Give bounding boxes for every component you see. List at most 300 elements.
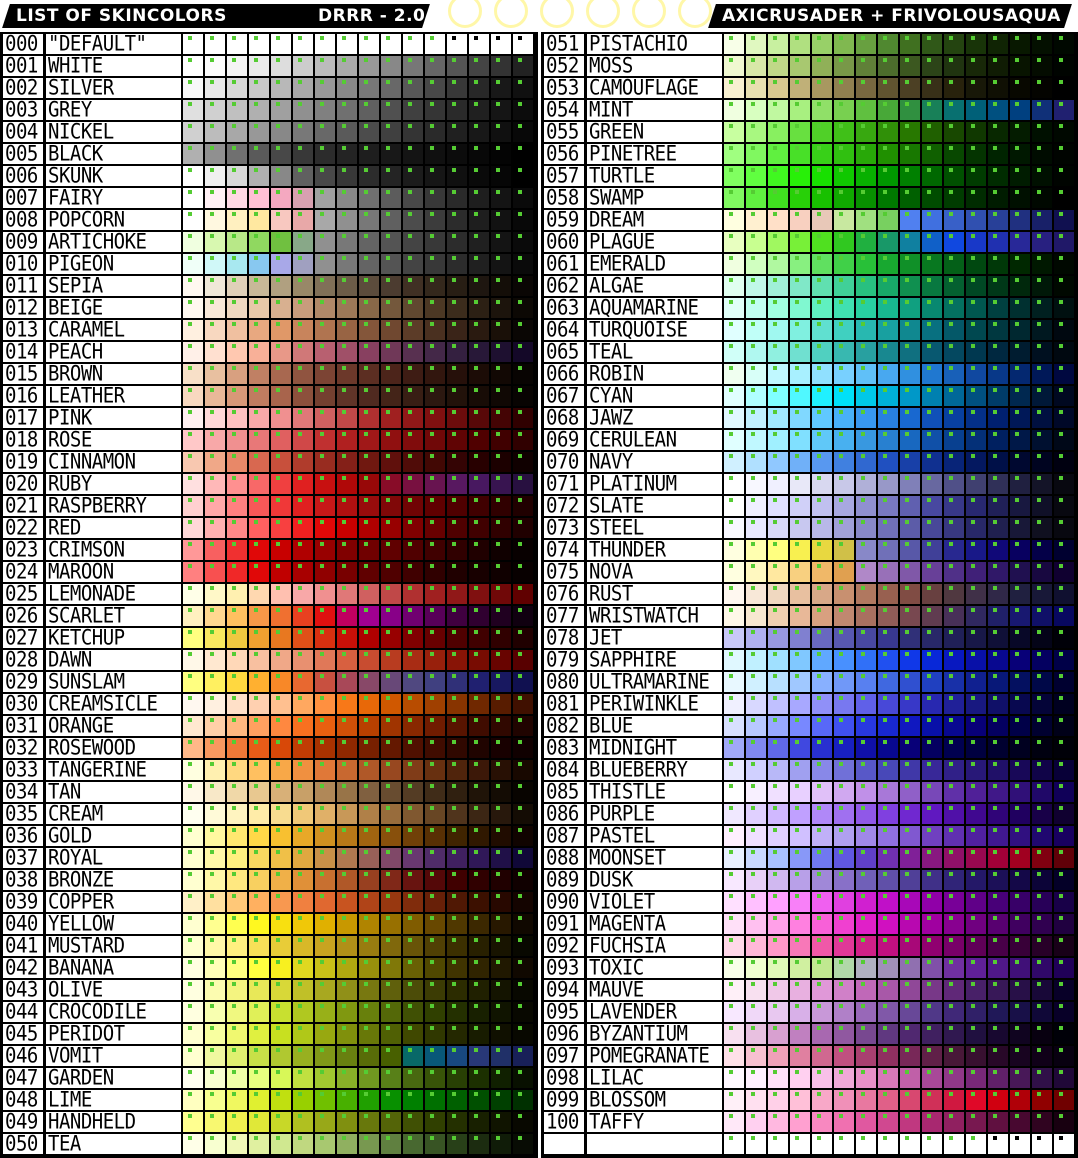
pixel-marker <box>949 278 953 282</box>
pixel-marker <box>729 520 733 524</box>
color-swatch <box>944 452 964 472</box>
color-swatch <box>944 980 964 1000</box>
pixel-marker <box>430 300 434 304</box>
color-swatch <box>183 958 203 978</box>
pixel-marker <box>276 1136 280 1140</box>
skincolor-number-box <box>3 1087 43 1113</box>
color-swatch <box>491 430 511 450</box>
pixel-marker <box>1015 762 1019 766</box>
pixel-marker <box>1015 806 1019 810</box>
color-swatch <box>491 210 511 230</box>
pixel-marker <box>817 146 821 150</box>
pixel-marker <box>232 1048 236 1052</box>
skincolor-name-box <box>46 1021 181 1047</box>
pixel-marker <box>518 1070 522 1074</box>
pixel-marker <box>993 322 997 326</box>
color-swatch <box>315 320 335 340</box>
color-swatch <box>513 870 533 890</box>
pixel-marker <box>1037 1136 1041 1140</box>
pixel-marker <box>905 432 909 436</box>
color-swatch <box>812 78 832 98</box>
skincolor-number: 097 <box>546 1043 579 1069</box>
pixel-marker <box>729 58 733 62</box>
skincolor-row <box>0 361 538 387</box>
pixel-marker <box>518 718 522 722</box>
color-swatch <box>724 826 744 846</box>
pixel-marker <box>883 212 887 216</box>
color-swatch <box>834 430 854 450</box>
skincolor-name: TANGERINE <box>48 757 147 783</box>
color-swatch <box>988 980 1008 1000</box>
color-swatch <box>227 166 247 186</box>
pixel-marker <box>298 366 302 370</box>
color-swatch <box>1054 518 1074 538</box>
pixel-marker <box>883 630 887 634</box>
color-swatch <box>922 408 942 428</box>
color-swatch <box>944 1134 964 1154</box>
color-swatch <box>790 1134 810 1154</box>
pixel-marker <box>188 674 192 678</box>
pixel-marker <box>364 960 368 964</box>
color-swatch <box>1032 386 1052 406</box>
color-swatch <box>1032 672 1052 692</box>
pixel-marker <box>386 278 390 282</box>
color-swatch <box>724 78 744 98</box>
pixel-marker <box>496 102 500 106</box>
color-swatch <box>513 518 533 538</box>
color-swatch <box>469 276 489 296</box>
color-swatch <box>988 936 1008 956</box>
pixel-marker <box>1037 102 1041 106</box>
color-swatch <box>900 628 920 648</box>
pixel-marker <box>949 586 953 590</box>
color-swatch <box>944 474 964 494</box>
color-swatch <box>227 958 247 978</box>
pixel-marker <box>298 476 302 480</box>
color-swatch <box>966 584 986 604</box>
skincolor-name: ULTRAMARINE <box>589 669 710 695</box>
color-swatch <box>315 562 335 582</box>
color-swatch <box>724 364 744 384</box>
color-swatch <box>878 518 898 538</box>
color-swatch <box>790 474 810 494</box>
skincolor-number: 029 <box>5 669 38 695</box>
color-swatch <box>513 254 533 274</box>
pixel-marker <box>817 872 821 876</box>
skincolor-name-box <box>587 537 722 563</box>
color-swatch <box>381 694 401 714</box>
pixel-marker <box>751 300 755 304</box>
skincolor-name-box <box>587 757 722 783</box>
pixel-marker <box>342 498 346 502</box>
color-swatch <box>834 100 854 120</box>
color-swatch <box>425 78 445 98</box>
color-swatch <box>922 848 942 868</box>
pixel-marker <box>905 652 909 656</box>
color-swatch <box>513 716 533 736</box>
color-swatch <box>227 628 247 648</box>
pixel-marker <box>496 1048 500 1052</box>
pixel-marker <box>773 740 777 744</box>
pixel-marker <box>751 872 755 876</box>
color-swatch <box>293 914 313 934</box>
pixel-marker <box>971 124 975 128</box>
color-swatch <box>878 980 898 1000</box>
color-swatch <box>900 782 920 802</box>
pixel-marker <box>518 806 522 810</box>
color-swatch <box>271 650 291 670</box>
pixel-marker <box>342 718 346 722</box>
pixel-marker <box>817 1114 821 1118</box>
pixel-marker <box>518 410 522 414</box>
pixel-marker <box>408 344 412 348</box>
pixel-marker <box>773 80 777 84</box>
pixel-marker <box>817 916 821 920</box>
pixel-marker <box>430 146 434 150</box>
color-swatch <box>381 958 401 978</box>
pixel-marker <box>817 80 821 84</box>
pixel-marker <box>773 1114 777 1118</box>
color-swatch <box>922 188 942 208</box>
color-swatch <box>315 628 335 648</box>
color-swatch <box>944 78 964 98</box>
color-swatch <box>856 1046 876 1066</box>
pixel-marker <box>254 762 258 766</box>
color-swatch <box>271 298 291 318</box>
pixel-marker <box>386 58 390 62</box>
color-swatch <box>183 540 203 560</box>
skincolor-row <box>0 845 538 871</box>
color-swatch <box>425 144 445 164</box>
color-swatch <box>988 210 1008 230</box>
pixel-marker <box>320 806 324 810</box>
pixel-marker <box>298 498 302 502</box>
pixel-marker <box>320 696 324 700</box>
color-swatch <box>878 100 898 120</box>
skincolor-row <box>541 251 1078 277</box>
color-swatch <box>491 56 511 76</box>
pixel-marker <box>188 1092 192 1096</box>
pixel-marker <box>298 410 302 414</box>
pixel-marker <box>773 1070 777 1074</box>
pixel-marker <box>364 278 368 282</box>
pixel-marker <box>254 344 258 348</box>
skincolor-row <box>541 75 1078 101</box>
color-swatch <box>447 78 467 98</box>
pixel-marker <box>342 124 346 128</box>
color-swatch <box>359 694 379 714</box>
pixel-marker <box>751 938 755 942</box>
color-swatch <box>447 760 467 780</box>
color-swatch <box>944 1024 964 1044</box>
skincolor-row <box>541 867 1078 893</box>
color-swatch <box>447 364 467 384</box>
color-swatch <box>425 892 445 912</box>
pixel-marker <box>474 630 478 634</box>
pixel-marker <box>861 1048 865 1052</box>
skincolor-row <box>541 801 1078 827</box>
color-swatch <box>746 210 766 230</box>
color-swatch <box>922 716 942 736</box>
pixel-marker <box>364 300 368 304</box>
color-swatch <box>205 672 225 692</box>
skincolor-row <box>0 1087 538 1113</box>
pixel-marker <box>452 696 456 700</box>
skincolor-row <box>0 1131 538 1157</box>
color-swatch <box>513 1024 533 1044</box>
color-swatch <box>1032 320 1052 340</box>
skincolor-name-box <box>587 185 722 211</box>
skincolor-number-box <box>544 229 584 255</box>
color-swatch <box>249 738 269 758</box>
pixel-marker <box>452 1026 456 1030</box>
skincolor-name-box <box>46 889 181 915</box>
skincolor-name: PASTEL <box>589 823 655 849</box>
color-swatch <box>834 320 854 340</box>
pixel-marker <box>320 850 324 854</box>
pixel-marker <box>1015 234 1019 238</box>
color-swatch <box>944 562 964 582</box>
pixel-marker <box>839 674 843 678</box>
skincolor-list-left <box>0 32 538 1158</box>
pixel-marker <box>971 674 975 678</box>
pixel-marker <box>210 828 214 832</box>
pixel-marker <box>210 168 214 172</box>
pixel-marker <box>298 300 302 304</box>
color-swatch <box>746 1068 766 1088</box>
pixel-marker <box>298 608 302 612</box>
pixel-marker <box>839 1026 843 1030</box>
pixel-marker <box>949 1004 953 1008</box>
color-swatch <box>359 210 379 230</box>
color-swatch <box>790 584 810 604</box>
pixel-marker <box>210 124 214 128</box>
color-swatch <box>227 56 247 76</box>
color-swatch <box>790 760 810 780</box>
pixel-marker <box>795 410 799 414</box>
color-swatch <box>834 804 854 824</box>
color-swatch <box>1032 1112 1052 1132</box>
color-swatch <box>1010 320 1030 340</box>
color-swatch <box>403 1068 423 1088</box>
pixel-marker <box>1015 586 1019 590</box>
pixel-marker <box>188 696 192 700</box>
pixel-marker <box>210 454 214 458</box>
color-swatch <box>293 1134 313 1154</box>
skincolor-number-box <box>544 713 584 739</box>
pixel-marker <box>320 366 324 370</box>
color-swatch <box>1054 760 1074 780</box>
color-swatch <box>1032 738 1052 758</box>
color-swatch <box>513 232 533 252</box>
pixel-marker <box>232 1070 236 1074</box>
pixel-marker <box>839 608 843 612</box>
color-swatch <box>359 738 379 758</box>
pixel-marker <box>839 784 843 788</box>
pixel-marker <box>883 322 887 326</box>
color-swatch <box>381 1112 401 1132</box>
pixel-marker <box>795 982 799 986</box>
color-swatch <box>856 298 876 318</box>
color-swatch <box>315 100 335 120</box>
color-swatch <box>249 584 269 604</box>
color-swatch <box>469 892 489 912</box>
pixel-marker <box>971 168 975 172</box>
color-swatch <box>944 716 964 736</box>
color-swatch <box>922 914 942 934</box>
color-swatch <box>834 848 854 868</box>
color-swatch <box>249 188 269 208</box>
pixel-marker <box>254 498 258 502</box>
pixel-marker <box>254 608 258 612</box>
pixel-marker <box>276 608 280 612</box>
pixel-marker <box>320 982 324 986</box>
color-swatch <box>447 694 467 714</box>
pixel-marker <box>386 366 390 370</box>
pixel-marker <box>276 212 280 216</box>
color-swatch <box>205 606 225 626</box>
pixel-marker <box>751 344 755 348</box>
pixel-marker <box>751 212 755 216</box>
pixel-marker <box>210 476 214 480</box>
pixel-marker <box>839 564 843 568</box>
color-swatch <box>381 760 401 780</box>
pixel-marker <box>386 674 390 678</box>
pixel-marker <box>1059 982 1063 986</box>
pixel-marker <box>232 674 236 678</box>
skincolor-number: 089 <box>546 867 579 893</box>
pixel-marker <box>795 1026 799 1030</box>
pixel-marker <box>342 740 346 744</box>
pixel-marker <box>518 366 522 370</box>
color-swatch <box>1054 936 1074 956</box>
color-swatch <box>834 452 854 472</box>
color-swatch <box>425 210 445 230</box>
pixel-marker <box>452 740 456 744</box>
skincolor-name-box <box>587 559 722 585</box>
color-swatch <box>513 892 533 912</box>
color-swatch <box>447 386 467 406</box>
pixel-marker <box>496 938 500 942</box>
pixel-marker <box>795 960 799 964</box>
pixel-marker <box>883 542 887 546</box>
pixel-marker <box>905 168 909 172</box>
pixel-marker <box>839 146 843 150</box>
color-swatch <box>403 716 423 736</box>
color-swatch <box>944 166 964 186</box>
color-swatch <box>491 672 511 692</box>
pixel-marker <box>927 366 931 370</box>
skincolor-number-box <box>3 581 43 607</box>
pixel-marker <box>773 256 777 260</box>
color-swatch <box>746 254 766 274</box>
pixel-marker <box>430 80 434 84</box>
pixel-marker <box>474 80 478 84</box>
pixel-marker <box>254 234 258 238</box>
color-swatch <box>249 1112 269 1132</box>
pixel-marker <box>210 58 214 62</box>
color-swatch <box>205 870 225 890</box>
pixel-marker <box>518 1136 522 1140</box>
pixel-marker <box>474 190 478 194</box>
color-swatch <box>812 716 832 736</box>
pixel-marker <box>861 102 865 106</box>
pixel-marker <box>971 36 975 40</box>
skincolor-name-box <box>46 691 181 717</box>
skincolor-row <box>541 361 1078 387</box>
pixel-marker <box>927 168 931 172</box>
pixel-marker <box>883 1114 887 1118</box>
color-swatch <box>724 716 744 736</box>
pixel-marker <box>729 960 733 964</box>
skincolor-row <box>0 669 538 695</box>
color-swatch <box>878 672 898 692</box>
color-swatch <box>469 298 489 318</box>
color-swatch <box>812 980 832 1000</box>
color-swatch <box>1010 1002 1030 1022</box>
pixel-marker <box>971 630 975 634</box>
pixel-marker <box>795 58 799 62</box>
skincolor-name-box <box>587 1134 722 1154</box>
color-swatch <box>790 562 810 582</box>
color-swatch <box>491 936 511 956</box>
pixel-marker <box>993 520 997 524</box>
pixel-marker <box>188 982 192 986</box>
pixel-marker <box>927 300 931 304</box>
pixel-marker <box>971 916 975 920</box>
pixel-marker <box>386 388 390 392</box>
pixel-marker <box>751 652 755 656</box>
color-swatch <box>513 452 533 472</box>
pixel-marker <box>298 520 302 524</box>
pixel-marker <box>518 784 522 788</box>
pixel-marker <box>386 916 390 920</box>
pixel-marker <box>993 1004 997 1008</box>
color-swatch <box>856 936 876 956</box>
skincolor-name: LAVENDER <box>589 999 677 1025</box>
color-swatch <box>227 474 247 494</box>
skincolor-name: LEMONADE <box>48 581 136 607</box>
skincolor-number: 043 <box>5 977 38 1003</box>
pixel-marker <box>408 652 412 656</box>
skincolor-number: 060 <box>546 229 579 255</box>
pixel-marker <box>474 1114 478 1118</box>
color-swatch <box>944 694 964 714</box>
color-swatch <box>1054 342 1074 362</box>
color-swatch <box>768 188 788 208</box>
pixel-marker <box>232 146 236 150</box>
pixel-marker <box>408 432 412 436</box>
skincolor-name: SWAMP <box>589 185 644 211</box>
pixel-marker <box>342 234 346 238</box>
color-swatch <box>812 518 832 538</box>
pixel-marker <box>232 102 236 106</box>
color-swatch <box>1032 584 1052 604</box>
color-swatch <box>315 452 335 472</box>
pixel-marker <box>773 322 777 326</box>
pixel-marker <box>496 1114 500 1118</box>
color-swatch <box>1010 584 1030 604</box>
pixel-marker <box>430 564 434 568</box>
color-swatch <box>293 342 313 362</box>
pixel-marker <box>188 586 192 590</box>
pixel-marker <box>1037 520 1041 524</box>
color-swatch <box>337 254 357 274</box>
pixel-marker <box>1037 828 1041 832</box>
pixel-marker <box>1037 850 1041 854</box>
color-swatch <box>403 1046 423 1066</box>
color-swatch <box>812 56 832 76</box>
